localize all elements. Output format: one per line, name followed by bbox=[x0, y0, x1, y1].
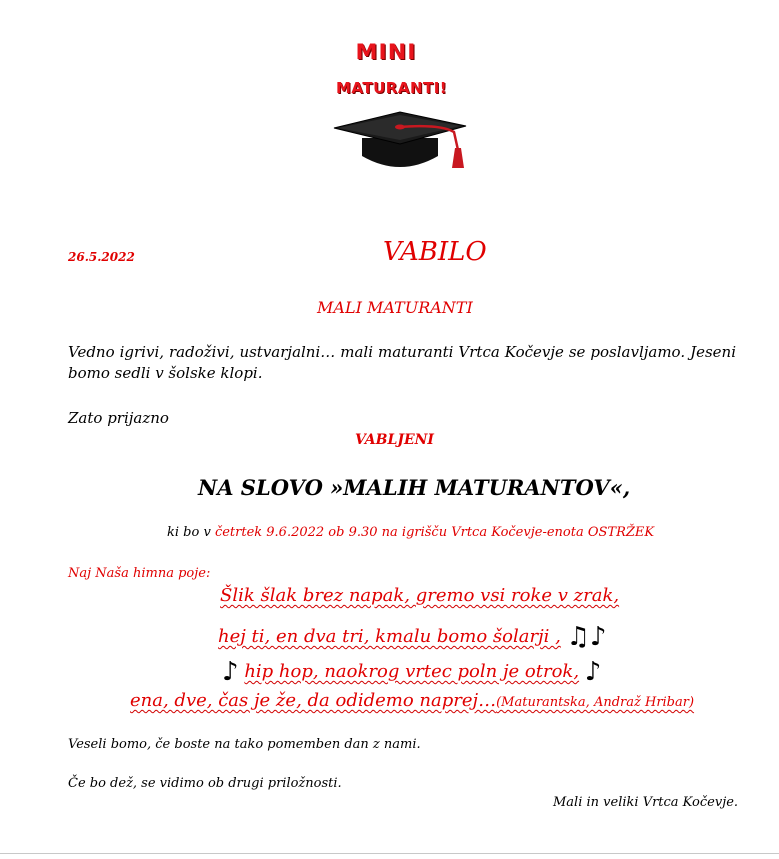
subtitle: MALI MATURANTI bbox=[317, 298, 473, 317]
page-divider bbox=[0, 853, 779, 854]
anthem-credit: (Maturantska, Andraž Hribar) bbox=[496, 695, 695, 710]
anthem-intro: Naj Naša himna poje: bbox=[68, 566, 211, 581]
music-note-icon: ♪ bbox=[584, 657, 602, 687]
vabljeni-heading: VABLJENI bbox=[355, 432, 434, 448]
closing-line1: Veseli bomo, če boste na tako pomemben dan z nami. bbox=[68, 737, 421, 752]
anthem-line2-row bbox=[218, 624, 606, 650]
page-title: VABILO bbox=[383, 237, 487, 267]
music-notes-icon: ♫ bbox=[566, 622, 590, 652]
headline: NA SLOVO »MALIH MATURANTOV«, bbox=[198, 475, 631, 500]
logo-maturanti: MATURANTI! bbox=[336, 79, 448, 97]
signature: Mali in veliki Vrtca Kočevje. bbox=[553, 795, 739, 810]
intro-line1: Vedno igrivi, radoživi, ustvarjalni… mali maturanti Vrtca Kočevje se poslavljamo. Jeseni bbox=[68, 343, 736, 361]
anthem-line4: ena, dve, čas je že, da odidemo naprej… bbox=[130, 690, 497, 711]
intro-line2: bomo sedli v šolske klopi. bbox=[68, 364, 263, 382]
anthem-line4-row bbox=[130, 690, 694, 711]
music-note-icon: ♪ bbox=[222, 657, 239, 687]
closing-line2: Če bo dež, se vidimo ob drugi priložnosti. bbox=[68, 776, 342, 791]
date: 26.5.2022 bbox=[68, 250, 135, 264]
zato-text: Zato prijazno bbox=[68, 409, 169, 427]
anthem-line2: hej ti, en dva tri, kmalu bomo šolarji , bbox=[218, 626, 561, 647]
anthem-line1: Šlik šlak brez napak, gremo vsi roke v zrak, bbox=[220, 585, 620, 606]
graduation-cap-icon bbox=[330, 106, 470, 180]
event-line bbox=[167, 525, 654, 540]
music-note-icon: ♪ bbox=[589, 622, 607, 652]
event-details: četrtek 9.6.2022 ob 9.30 na igrišču Vrtca Kočevje-enota OSTRŽEK bbox=[214, 525, 655, 540]
anthem-line3: hip hop, naokrog vrtec poln je otrok, bbox=[244, 661, 580, 682]
event-prefix: ki bo v bbox=[167, 525, 215, 540]
logo-mini: MINI bbox=[355, 40, 417, 64]
anthem-line3-row bbox=[222, 659, 601, 685]
